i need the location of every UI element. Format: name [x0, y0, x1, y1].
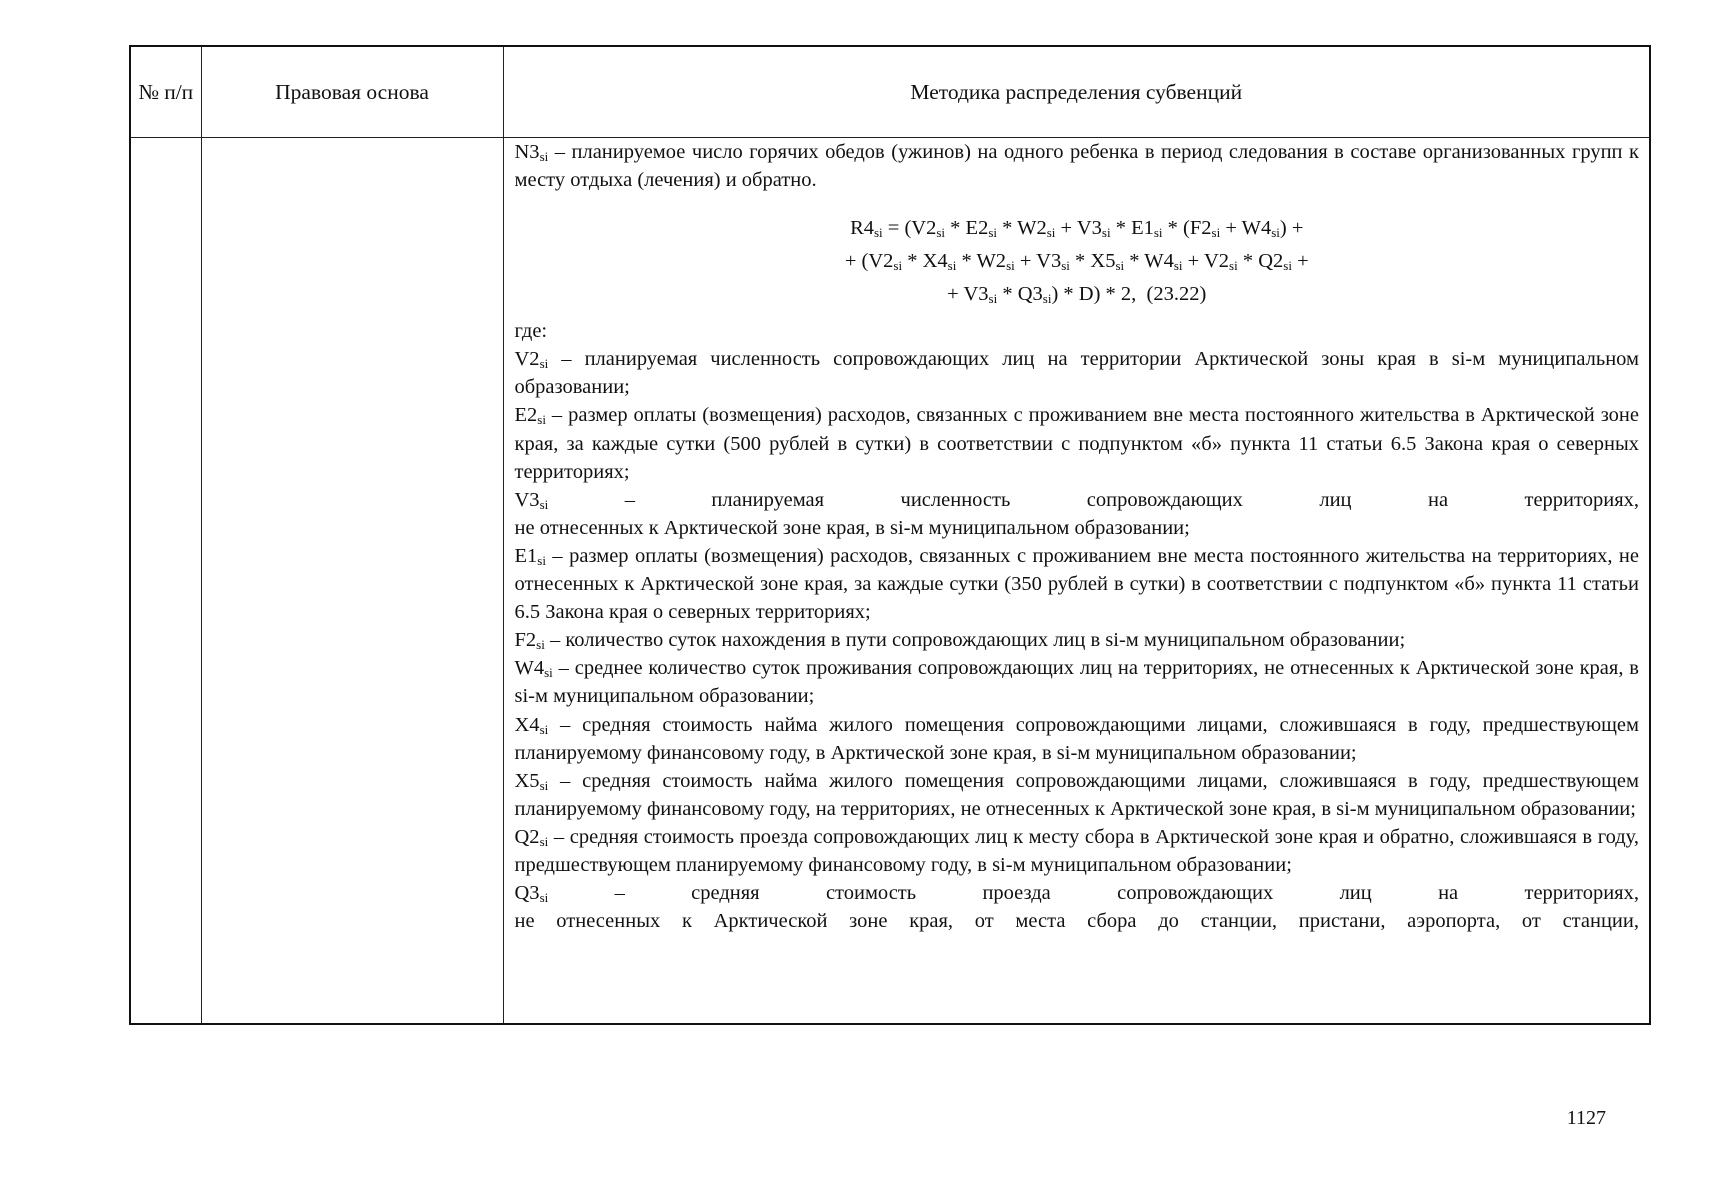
definition-v2: $V2_{si}$ – планируемая численность сопровождающих лиц на территории Арктической зоны края в si-м муниципальном образовании;: [514, 348, 1639, 399]
cell-methodology: [503, 138, 1650, 1025]
cell-number: [130, 138, 201, 1025]
intro-paragraph: $N3_{si}$ – планируемое число горячих обедов (ужинов) на одного ребенка в период следования в составе организованных групп к месту отдыха (лечения) и обратно.: [514, 141, 1639, 192]
header-methodology: Методика распределения субвенций: [503, 46, 1650, 138]
table-row: [130, 138, 1650, 1025]
cell-legal-basis: [201, 138, 503, 1025]
formula-23-22: [515, 212, 1640, 311]
formula-line-1: $R4_{si} = (V2_{si} * E2_{si} * W2_{si} + V3_{si} * E1_{si} * (F2_{si} + W4_{si})$ +: [850, 217, 1304, 241]
definition-q2: $Q2_{si}$ – средняя стоимость проезда сопровождающих лиц к месту сбора в Арктической зоне края и обратно, сложившаяся в году, предшествующем планируемому финансовому году, в si-м муниципальном образовании;: [514, 825, 1639, 876]
definition-w4: $W4_{si}$ – среднее количество суток проживания сопровождающих лиц на территориях, не отнесенных к Арктической зоне края, в si-м муниципальном образовании;: [514, 657, 1639, 708]
definition-f2: $F2_{si}$ – количество суток нахождения в пути сопровождающих лиц в si-м муниципальном образовании;: [514, 629, 1406, 653]
formula-line-3: + $V3_{si} * Q3_{si}) * D) * 2$, (23.22): [947, 283, 1207, 307]
definition-e1: $E1_{si}$ – размер оплаты (возмещения) расходов, связанных с проживанием вне места постоянного жительства на территориях, не отнесенных к Арктической зоне края, за каждые сутки (350 рублей в сутки) в соответствии с подпунктом «б» пункта 11 статьи 6.5 Закона края о северных территориях;: [514, 544, 1639, 624]
definition-e2: $E2_{si}$ – размер оплаты (возмещения) расходов, связанных с проживанием вне места постоянного жительства в Арктической зоне края, за каждые сутки (500 рублей в сутки) в соответствии с подпунктом «б» пункта 11 статьи 6.5 Закона края о северных территориях;: [514, 404, 1639, 483]
methodology-table: [129, 45, 1651, 1025]
definition-v3: $V3_{si}$ – планируемая численность сопровождающих лиц на территориях, не отнесенных к Арктической зоне края, в si-м муниципальном образовании;: [514, 488, 1639, 539]
where-label: где:: [514, 320, 548, 343]
table-header-row: [130, 46, 1650, 138]
header-number: № п/п: [130, 46, 201, 138]
formula-number: (23.22): [1146, 283, 1207, 306]
definition-x4: $X4_{si}$ – средняя стоимость найма жилого помещения сопровождающими лицами, сложившаяся в году, предшествующем планируемому финансовому году, в Арктической зоне края, в si-м муниципальном образовании;: [514, 713, 1639, 764]
formula-line-2: + ($V2_{si} * X4_{si} * W2_{si} + V3_{si} * X5_{si} * W4_{si} + V2_{si} * Q2_{si}$ +: [844, 250, 1309, 274]
definition-x5: $X5_{si}$ – средняя стоимость найма жилого помещения сопровождающими лицами, сложившаяся в году, предшествующем планируемому финансовому году, на территориях, не отнесенных к Арктической зоне края, в si-м муниципальном образовании;: [514, 769, 1639, 820]
definition-q3: $Q3_{si}$ – средняя стоимость проезда сопровождающих лиц на территориях, не отнесенных к Арктической зоне края, от места сбора до станции, пристани, аэропорта, от станции,: [514, 882, 1639, 933]
header-legal-basis: Правовая основа: [201, 46, 503, 138]
page-number: 1127: [1566, 1107, 1606, 1129]
